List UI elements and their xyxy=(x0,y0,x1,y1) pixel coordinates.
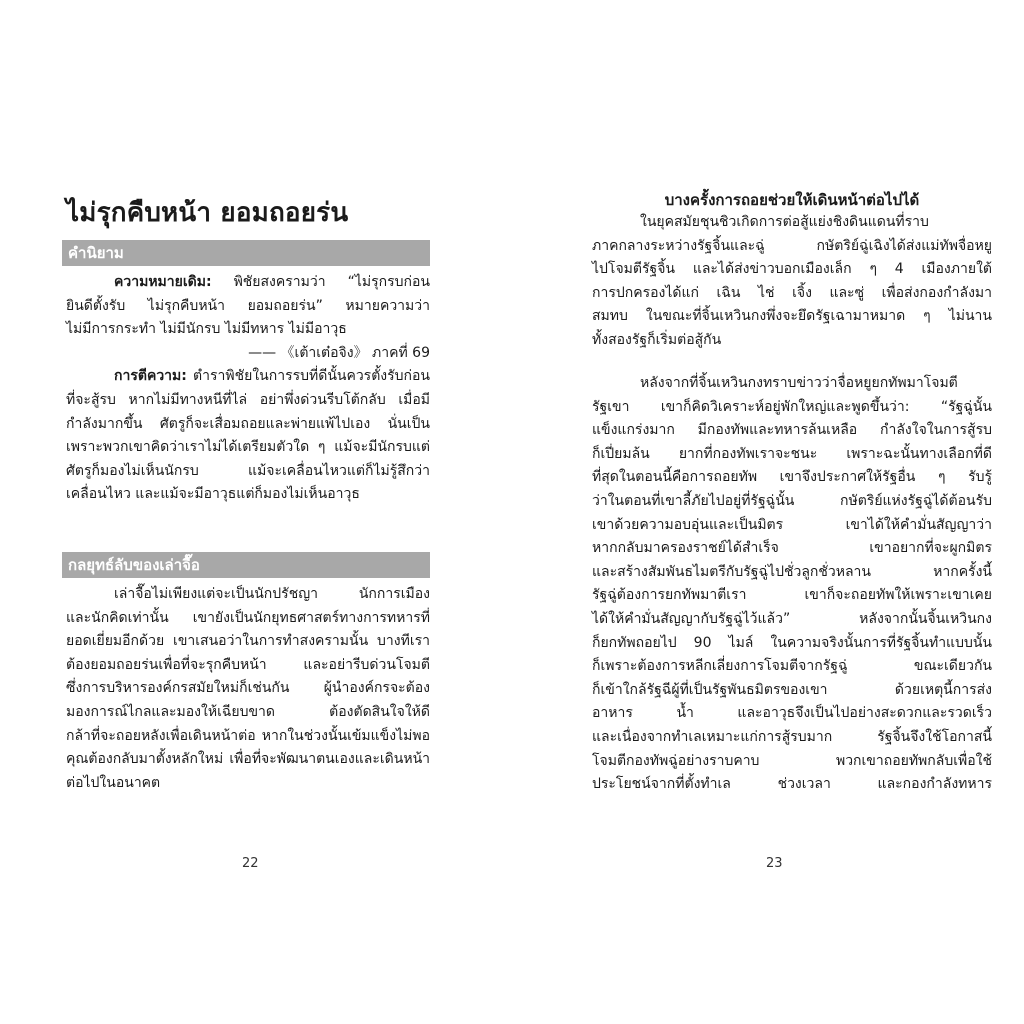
definition-line: ยินดีตั้งรับ ไม่รุกคืบหน้า ยอมถอยร่น” หมายความว่า xyxy=(66,297,430,314)
story-line: ในยุคสมัยชุนชิวเกิดการต่อสู้แย่งชิงดินแดนที่ราบ xyxy=(640,214,929,230)
story-line: อาหาร น้ำ และอาวุธจึงเป็นไปอย่างสะดวกและรวดเร็ว xyxy=(592,705,992,722)
interpretation-line: เพราะพวกเขาคิดว่าเราไม่ได้เตรียมตัวใด ๆ แม้จะมีนักรบแต่ xyxy=(66,439,430,456)
interpretation-line: กำลังมากขึ้น ศัตรูก็จะเสื่อมถอยและพ่ายแพ้ไปเอง นั่นเป็น xyxy=(66,415,430,432)
section-heading-definition: คำนิยาม xyxy=(62,240,430,266)
story-line: ก็ยกทัพถอยไป 90 ไมล์ ในความจริงนั้นการที่รัฐจิ้นทำแบบนั้น xyxy=(592,634,992,651)
story-line: และเนื่องจากทำเลเหมาะแก่การสู้รบมาก รัฐจิ้นจึงใช้โอกาสนี้ xyxy=(592,728,992,745)
story-line: ก็เพราะต้องการหลีกเลี่ยงการโจมตีจากรัฐฉู่ ขณะเดียวกัน xyxy=(592,658,992,675)
definition-label: ความหมายเดิม: xyxy=(114,274,212,290)
story-line: และสร้างสัมพันธไมตรีกับรัฐฉู่ไปชั่วลูกชั่วหลาน หากครั้งนี้ xyxy=(592,563,992,580)
story-line: ได้ให้คำมั่นสัญญากับรัฐฉู่ไว้แล้ว” หลังจากนั้นจิ้นเหวินกง xyxy=(592,610,992,627)
chapter-title: ไม่รุกคืบหน้า ยอมถอยร่น xyxy=(66,198,349,228)
strategy-line: ต่อไปในอนาคต xyxy=(66,774,161,791)
story-paragraph-1 xyxy=(592,211,992,353)
strategy-paragraph xyxy=(66,583,430,795)
page-number: 23 xyxy=(766,856,783,871)
story-line: ทั้งสองรัฐก็เริ่มต่อสู้กัน xyxy=(592,331,722,348)
strategy-line: ต้องยอมถอยร่นเพื่อที่จะรุกคืบหน้า และอย่ารีบด่วนโจมตี xyxy=(66,656,430,673)
strategy-line: และนักคิดเท่านั้น เขายังเป็นนักยุทธศาสตร์ทางการทหารที่ xyxy=(66,609,430,626)
story-line: ประโยชน์จากที่ตั้งทำเล ช่วงเวลา และกองกำลังทหาร xyxy=(592,776,992,793)
definition-paragraph xyxy=(66,271,430,507)
story-line: ก็เข้าใกล้รัฐฉีผู้ที่เป็นรัฐพันธมิตรของเขา ด้วยเหตุนี้การส่ง xyxy=(592,681,992,698)
strategy-line: ยอดเยี่ยมอีกด้วย เขาเสนอว่าในการทำสงครามนั้น บางทีเรา xyxy=(66,633,430,650)
interpretation-line: การตีความ: ตำราพิชัยในการรบที่ดีนั้นควรตั้งรับก่อน xyxy=(114,368,430,385)
citation: —— 《เต้าเต๋อจิง》 ภาคที่ 69 xyxy=(248,344,430,361)
story-line: โจมตีกองทัพฉู่อย่างราบคาบ พวกเขาถอยทัพกลับเพื่อใช้ xyxy=(592,752,992,769)
strategy-line: คุณต้องกลับมาตั้งหลักใหม่ เพื่อที่จะพัฒนาตนเองและเดินหน้า xyxy=(66,751,430,768)
story-line: ว่าในตอนที่เขาลี้ภัยไปอยู่ที่รัฐฉู่นั้น กษัตริย์แห่งรัฐฉู่ได้ต้อนรับ xyxy=(592,492,992,509)
story-line: ก็เปี่ยมล้น ยากที่กองทัพเราจะชนะ เพราะฉะนั้นทางเลือกที่ดี xyxy=(592,445,992,462)
page-number: 22 xyxy=(242,856,259,871)
strategy-line: ซึ่งการบริหารองค์กรสมัยใหม่ก็เช่นกัน ผู้นำองค์กรจะต้อง xyxy=(66,680,430,697)
strategy-line: เล่าจื๊อไม่เพียงแต่จะเป็นนักปรัชญา นักการเมือง xyxy=(114,586,430,602)
interpretation-line: เคลื่อนไหว และแม้จะมีอาวุธแต่ก็มองไม่เห็นอาวุธ xyxy=(66,486,360,503)
definition-line: ไม่มีการกระทำ ไม่มีนักรบ ไม่มีทหาร ไม่มีอาวุธ xyxy=(66,321,347,338)
section-heading-strategy: กลยุทธ์ลับของเล่าจื๊อ xyxy=(62,552,430,578)
story-line: ที่สุดในตอนนี้คือการถอยทัพ เขาจึงประกาศให้รัฐอื่น ๆ รับรู้ xyxy=(592,469,992,486)
strategy-line: กล้าที่จะถอยหลังเพื่อเดินหน้าต่อ หากในช่วงนั้นเข้มแข็งไม่พอ xyxy=(66,727,430,744)
story-line: เขาด้วยความอบอุ่นและเป็นมิตร เขาได้ให้คำมั่นสัญญาว่า xyxy=(592,516,992,533)
right-page xyxy=(512,0,1024,1024)
article-heading: บางครั้งการถอยช่วยให้เดินหน้าต่อไปได้ xyxy=(664,191,920,209)
story-line: ภาคกลางระหว่างรัฐจิ้นและฉู่ กษัตริย์ฉู่เฉิงได้ส่งแม่ทัพจื่อหยู xyxy=(592,237,992,254)
strategy-line: มองการณ์ไกลและมองให้เฉียบขาด ต้องตัดสินใจให้ดี xyxy=(66,703,430,720)
story-paragraph-2 xyxy=(592,372,992,797)
interpretation-line: ที่จะสู้รบ หากไม่มีทางหนีที่ไล่ อย่าพึ่งด่วนรีบโต้กลับ เมื่อมี xyxy=(66,391,430,408)
story-line: หากกลับมาครองราชย์ได้สำเร็จ เขาอยากที่จะผูกมิตร xyxy=(592,540,992,557)
story-line: สมทบ ในขณะที่จิ้นเหวินกงพึ่งจะยึดรัฐเฉามาหมาด ๆ ไม่นาน xyxy=(592,308,992,325)
story-line: รัฐเขา เขาก็คิดวิเคราะห์อยู่พักใหญ่และพูดขึ้นว่า: “รัฐฉู่นั้น xyxy=(592,398,992,415)
story-line: หลังจากที่จิ้นเหวินกงทราบข่าวว่าจื่อหยูยกทัพมาโจมตี xyxy=(640,375,958,391)
definition-line: ความหมายเดิม: พิชัยสงครามว่า “ไม่รุกรบก่อน xyxy=(114,274,430,290)
story-line: แข็งแกร่งมาก มีกองทัพและทหารล้นเหลือ กำลังใจในการสู้รบ xyxy=(592,422,992,439)
interpretation-label: การตีความ: xyxy=(114,368,187,385)
story-line: รัฐฉู่ต้องการยกทัพมาตีเรา เขาก็จะถอยทัพให้เพราะเขาเคย xyxy=(592,587,992,604)
story-line: การปกครองได้แก่ เฉิน ไช่ เจิ้ง และซู่ เพื่อส่งกองกำลังมา xyxy=(592,284,992,301)
interpretation-line: ศัตรูก็มองไม่เห็นนักรบ แม้จะเคลื่อนไหวแต่ก็ไม่รู้สึกว่า xyxy=(66,462,430,479)
story-line: ไปโจมตีรัฐจิ้น และได้ส่งข่าวบอกเมืองเล็ก ๆ 4 เมืองภายใต้ xyxy=(592,261,992,278)
